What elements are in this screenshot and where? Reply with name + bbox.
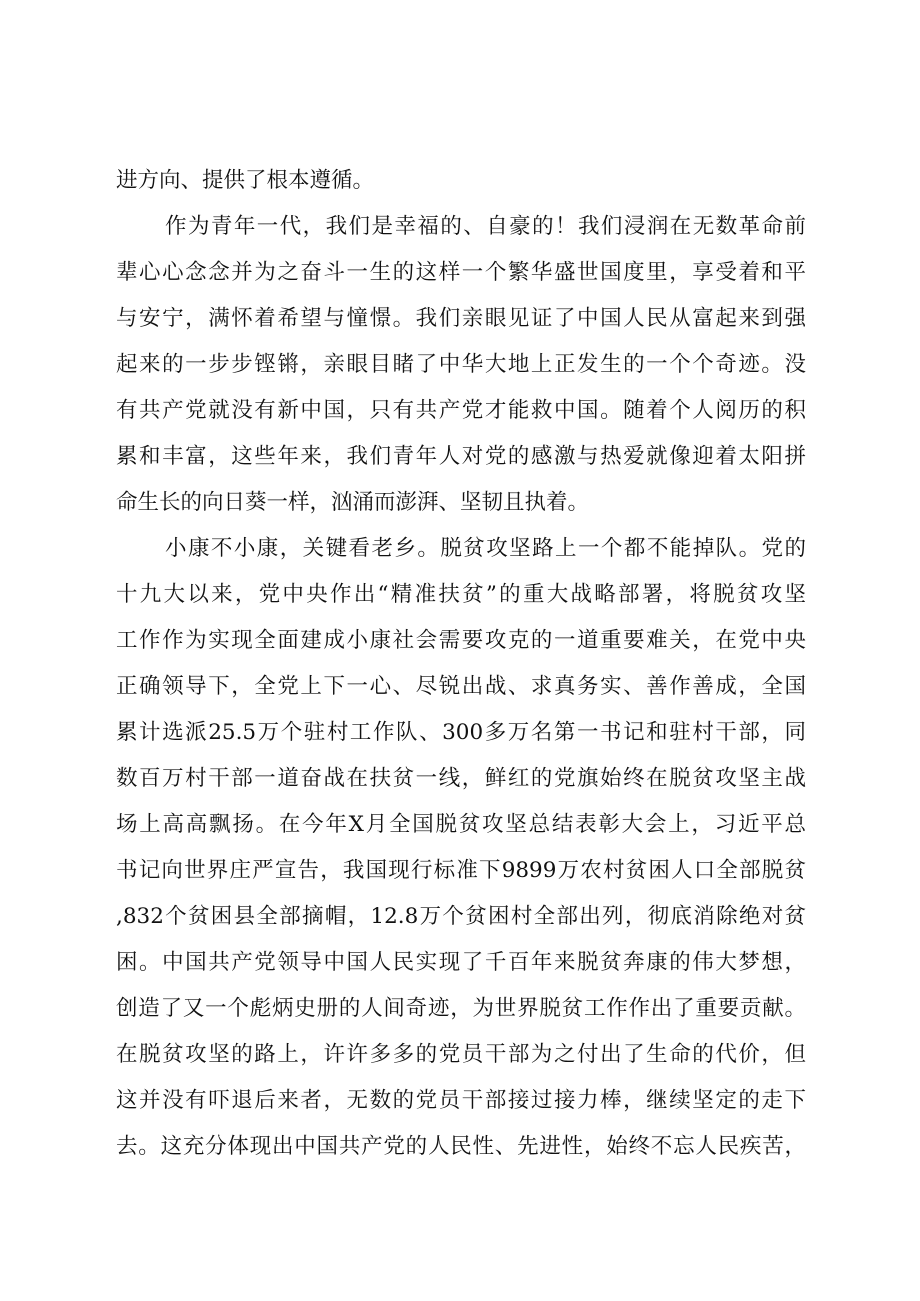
paragraph-3 bbox=[116, 526, 806, 1170]
paragraph-2 bbox=[116, 204, 806, 526]
text-line: 起来的一步步铿锵，亲眼目睹了中华大地上正发生的一个个奇迹。没 bbox=[116, 352, 806, 377]
text-line: 创造了又一个彪炳史册的人间奇迹，为世界脱贫工作作出了重要贡献。 bbox=[116, 996, 806, 1021]
text-line: 累和丰富，这些年来，我们青年人对党的感激与热爱就像迎着太阳拼 bbox=[116, 444, 806, 469]
text-line: 场上高高飘扬。在今年X月全国脱贫攻坚总结表彰大会上，习近平总 bbox=[116, 812, 806, 837]
text-line: 这并没有吓退后来者，无数的党员干部接过接力棒，继续坚定的走下 bbox=[116, 1088, 806, 1113]
text-line: 正确领导下，全党上下一心、尽锐出战、求真务实、善作善成，全国 bbox=[116, 674, 806, 699]
text-line: 工作作为实现全面建成小康社会需要攻克的一道重要难关，在党中央 bbox=[116, 628, 806, 653]
text-line: 有共产党就没有新中国，只有共产党才能救中国。随着个人阅历的积 bbox=[116, 398, 806, 423]
text-line: 数百万村干部一道奋战在扶贫一线，鲜红的党旗始终在脱贫攻坚主战 bbox=[116, 766, 806, 791]
text-line: ,832个贫困县全部摘帽，12.8万个贫困村全部出列，彻底消除绝对贫 bbox=[116, 904, 806, 929]
paragraph-1 bbox=[116, 158, 806, 204]
text-line: 在脱贫攻坚的路上，许许多多的党员干部为之付出了生命的代价，但 bbox=[116, 1042, 806, 1067]
text-line: 书记向世界庄严宣告，我国现行标准下9899万农村贫困人口全部脱贫 bbox=[116, 858, 806, 883]
document-body bbox=[116, 158, 806, 1170]
text-line: 困。中国共产党领导中国人民实现了千百年来脱贫奔康的伟大梦想， bbox=[116, 950, 806, 975]
text-line: 去。这充分体现出中国共产党的人民性、先进性，始终不忘人民疾苦， bbox=[116, 1134, 806, 1159]
text-line: 小康不小康，关键看老乡。脱贫攻坚路上一个都不能掉队。党的 bbox=[165, 536, 806, 561]
text-line: 辈心心念念并为之奋斗一生的这样一个繁华盛世国度里，享受着和平 bbox=[116, 260, 806, 285]
text-line: 进方向、提供了根本遵循。 bbox=[116, 168, 375, 193]
text-line: 作为青年一代，我们是幸福的、自豪的！我们浸润在无数革命前 bbox=[165, 214, 806, 239]
text-line: 十九大以来，党中央作出“精准扶贫”的重大战略部署，将脱贫攻坚 bbox=[116, 582, 806, 607]
text-line: 命生长的向日葵一样，汹涌而澎湃、坚韧且执着。 bbox=[116, 490, 590, 515]
text-line: 与安宁，满怀着希望与憧憬。我们亲眼见证了中国人民从富起来到强 bbox=[116, 306, 806, 331]
text-line: 累计选派25.5万个驻村工作队、300多万名第一书记和驻村干部，同 bbox=[116, 720, 806, 745]
